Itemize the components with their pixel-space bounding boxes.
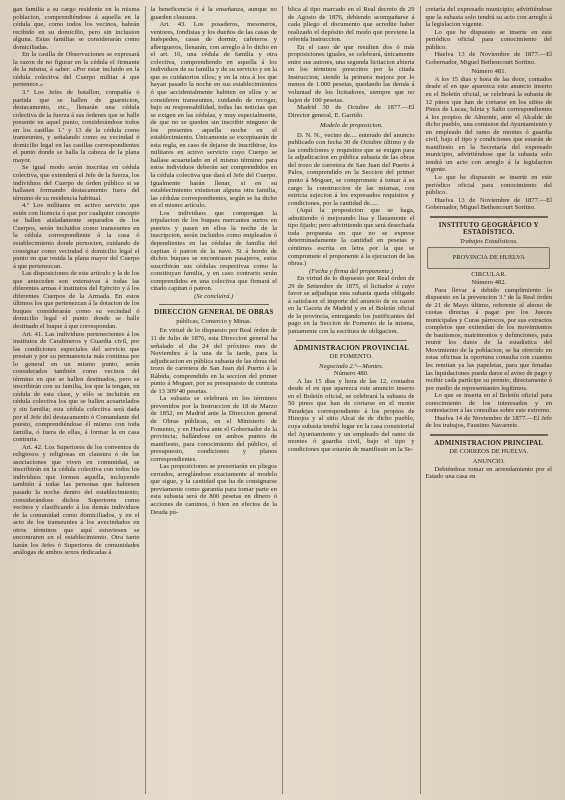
paragraph: Debiéndose tomar en arrendamiento por el Estado una casa en	[425, 465, 552, 481]
divider	[159, 304, 270, 305]
divider	[430, 434, 549, 436]
paragraph: blica al tipo marcado en el Real decreto de 29 de Agosto de 1876, debiendo acompañarse á cada pliego el documento que acredite haber realizado el depósito del modo que previene la referida Instruccion.	[288, 6, 415, 44]
columns	[8, 6, 557, 794]
paragraph: Huelva 14 de Noviembre de 1877.—El Jefe de los trabajos, Faustino Navarrete.	[425, 414, 552, 430]
column-1	[8, 6, 146, 794]
paragraph: La subasta se celebrará en los términos prevenidos por la Instruccion de 18 de Marzo de 1852, en Madrid ante la Direccion general de Obras públicas, en el Ministerio de Fomento, y en Huelva ante el Gobernador de la provincia; hallándose en ambos puntos de manifiesto, para conocimiento del público, el presupuesto, condiciones y planos correspondientes.	[150, 395, 277, 463]
notice-number: Número 481.	[471, 68, 507, 76]
section-heading: ADMINISTRACION PROVINCIAL	[293, 343, 410, 352]
signature-note: (Fecha y firma del proponente.)	[309, 267, 394, 275]
column-3	[283, 6, 421, 794]
paragraph: D. N. N., vecino de.... enterado del anuncio publicado con fecha 30 de Octubre último y de las condiciones y requisitos que se exigen para la adjudicacion en pública subasta de las obras del trozo de carretera de San Juan del Puerto á Palos, comprendido en la Seccion del primer punto á Moguer, se compromete á tomar á su cargo la construccion de las mismas, con estricta sujecion á los expresados requisitos y condiciones, por la cantidad de.....	[288, 131, 415, 207]
paragraph: gan familia a su cargo residente en la misma poblacion, comprendiéndose á aquella en la cédula que, como todos los vecinos, habrán recibido en su domicilio, pero sin inclusion alguna. Estas familias se considerarán como domiciliadas.	[13, 6, 140, 51]
paragraph: la beneficencia ó á la enseñanza, aunque no guarden clausura.	[150, 6, 277, 21]
paragraph: Huelva 13 de Noviembre de 1877.—El Gobernador, Miguel Bethencourt Sortino.	[425, 196, 552, 212]
paragraph: En la casilla de Observaciones se expresará la razon de no figurar en la cédula el firmante de la misma, á saber: «Por estar incluido en la cédula colectiva del Cuerpo militar á que pertenece.»	[13, 51, 140, 89]
section-subheading: DE CORREOS DE HUELVA.	[449, 448, 529, 456]
paragraph: Se igual modo serán inscritas en cédula colectiva, que extenderá el Jefe de la fuerza, los individuos del Cuerpo de órden público si se hallasen formando destacamento fuera del término de su residencia habitual.	[13, 164, 140, 202]
paragraph: 3.º Los Jefes de batallon, compañía ó partida que se hallen de guarnicion, destacamento, etc., llenarán una cédula colectiva de la fuerza á sus órdenes que se halle presente en aquel punto, considerándose todos en los casillas 1.ª y 13 de la cédula como transeuntes, y señalando como su vecindad ó domicilio legal en las casillas correspondientes el punto donde se halla la cabeza de la plana mayor.	[13, 89, 140, 164]
negociado-label: Negociado 2.º—Montes.	[319, 362, 384, 370]
divider	[296, 340, 407, 341]
paragraph: A los 15 dias y hora de las doce, contados desde el en que aparezca este anuncio inserto en el Boletín oficial, se celebrará la subasta de 12 pinos que han de cortarse en los sitios de Pinos de Lucas, Isleta y Salto correspondientes á los propios de Almonte, ante el Alcalde de dicho pueblo, una comision del Ayuntamiento y un empleado del ramo de montes ó guardia civil, bajo el tipo y condiciones que estarán de manifiesto en la Secretaría del expresado municipio, advirtiéndose que la subasta solo tendrá un acto con arreglo á la legislacion vigente.	[425, 75, 552, 174]
paragraph: A las 15 dias y hora de las 12, contados desde el en que aparezca este anuncio inserto en el Boletín oficial, se celebrará la subasta de 50 pinos que han de cortarse en el monte Paradejas correspondiente á los propios de Hinojos y al sitio Alcai de de dicho pueblo, cuya subasta tendrá lugar en la casa consistorial del Ayuntamiento y un empleado del ramo de montes ó guardia civil, bajo el tipo y condiciones que estarán de manifiesto en la Se-	[288, 377, 415, 453]
province-stamp: PROVINCIA DE HUELVA	[427, 247, 550, 269]
paragraph: Art. 43. Los posaderos, mesoneros, ventores, fondistas y los dueños de las casas de huéspedes, casas de dormir, cafeteros y albergueros, llenarán, con arreglo á lo dicho en el art. 16, una cédula de familia y otra colectiva, comprendiendo en aquella á los individuos de su familia y de su servicio y en la que es cuidatorios ellos; y en la otra á los que hayan pasado la noche en sus establecimientos ó que accidentalmente habiten en ellos y se consideren transeuntes, cuidando de recoger, bajo su responsabilidad, todas las noticias que se exigen en las cédulas, y muy especialmente, de que no se queden sin inscribir ninguno de los presentes aquella noche en el establecimiento. Únicamente se exceptuarán de esta regla, en caso de dejarse de inscribirse, los militares en activo servicio cuyo Cuerpo se hallase acuartelado en el mismo término: para estos individuos deberán ser comprendidos en la cédula colectiva que dará el Jefe del Cuerpo. Igualmente harán llenar, si en su establecimiento existieran alguna otra familia, las cédulas correspondientes, según se ha dicho en el mismo artículo.	[150, 21, 277, 210]
paragraph: 4.º Los militares en activo servicio que estén con licencia ó que por cualquier concepto se hallen aisladamente separados de los Cuerpos, serán incluidos como transeuntes en la cédula correspondiente á la casa ó establecimiento donde pernocten, cuidando de consignar como vecindad ó domicilio legal el punto en que resida la plana mayor del Cuerpo á que pertenezcan.	[13, 202, 140, 270]
notice-number: Número 480.	[333, 370, 369, 378]
announcement-label: ANUNCIO.	[472, 457, 505, 465]
section-heading: DIRECCION GENERAL DE OBRAS	[154, 308, 274, 317]
paragraph: Para llevar á debido cumplimiento lo dispuesto en la prevencion 3.ª de la Real órden de 21 de Mayo último, referente al abono de cuotas directas á pagar por los Jueces municipales y Curas párrocos, por sus extractos completos que extiendan de los movimientos de bautismos, matrimonios y defunciones, para reunir los datos de la estadística del Movimiento de la poblacion, se ha ofrecido en estas oficinas la oportuna consulta con cuantos les remitan ya las papeletas, para que fenadas las liquidaciones pueda darse el aviso de pago y recibir cada partícipe su premio, directamente ó por medio de representantes legítimos.	[425, 286, 552, 392]
model-heading: Modelo de proposicion.	[319, 122, 383, 130]
column-4	[421, 6, 558, 794]
paragraph: Madrid 30 de Octubre de 1877.—El Director general, E. Garrido.	[288, 104, 415, 119]
paragraph: Los individuos que compongan la tripulacion de los buques mercantes surtos en puertos y pasen en ellos la noche de la inscripcion, serán incluidos como empleados ó dependientes en las cédulas de familia del capitan ó patron de la nave. Si á bordo de dichos buques se encontrasen pasajeros, estos suscribirán sus cédulas respectivas como la constituyan familia, y en caso contrario serán comprendidos en una colectiva que firmará el citado capitan ó patron.	[150, 209, 277, 293]
paragraph: En virtud de lo dispuesto por Real órden de 29 de Setiembre de 1875, el licitador á cuyo favor se adjudique esta subasta queda obligado á satisfacer el importe del anuncio de su razon en la Gaceta de Madrid y en el Boletín oficial de la provincia, entregando los justificantes del pago en la Seccion de Fomento de la misma, juntamente con la escritura de obligacion.	[288, 275, 415, 335]
paragraph: Art. 41. Las individuos pertenecientes á los institutos de Carabineros y Guardia civil, por las condiciones especiales del servicio que prestan y por su permanencia más continua por lo general en un mismo punto, serán considerados también como vecinos del término en que se hallen destinados, pero se inscribirán con su familia, los que la tengan, en cédula de esta clase, y sólo se incluirán en cédula colectiva los que se hallen acuartelados y sin familia; esta cédula colectiva será dada por el Jefe del destacamento ó Comandante del puesto, comprendiéndose él mismo con toda familia, ó fuera de ellas, á formar la en casa contraria.	[13, 330, 140, 444]
paragraph: En el caso de que resulten dos ó más proposiciones iguales, se celebrará, únicamente entre sus autores, una segunda licitacion abierta en los términos prescritos por la citada Instruccion; siendo la primera mejora por lo menos de 1.000 pesetas, quedando las demás á voluntad de los licitadores, siempre que no bajen de 100 pesetas.	[288, 43, 415, 104]
paragraph: Las disposiciones de este artículo y la de los que anteceden son extensivas á todas las diferentes armas é institutos del Ejército y á los diferentes Cuerpos de la Armada. En estos últimos los que pertenezcan á la dotacion de los buques considerarán como su vecindad ó domicilio legal el punto donde se halle destinado el buque á que correspondan.	[13, 270, 140, 330]
paragraph: Las proposiciones se presentarán en pliegos cerrados, arreglándose exactamente al modelo que sigue, y la cantidad que ha de consignarse previamente como garantía para tomar parte en esta subasta será de 800 pesetas en dinero ó acciones de caminos, ó bien en efectos de la Deuda pú-	[150, 463, 277, 516]
section-subheading: Trabajos Estadísticos.	[459, 237, 518, 245]
paragraph: Huelva 13 de Noviembre de 1877.—El Gobernador, Miguel Bethencourt Sortino.	[425, 51, 552, 66]
paragraph: Art. 42. Los Superiores de los conventos de religiosos y religiosas en clausura ó de las asociaciones que viven en comunidad, se inscribirán en la cédula colectiva con todos los individuos que formen aquella, incluyendo también á todas las personas que habiesen pasado la noche dentro del establecimiento; considerándose dichos Superiores como vecinos y clasificando á los demás individuos de la comunidad como domiciliados, y en el acto de los transeuntes á los avecindados en otros términos que aquí estuviesen se encontraren en el establecimiento. Otra tanto harán los Jefes ó Superiores de comunidades análogas de ambos sexos dedicadas á	[13, 443, 140, 557]
circular-label: CIRCULAR.	[471, 271, 507, 279]
paragraph: En virtud de lo dispuesto por Real órden de 11 de Julio de 1876, esta Direccion general ha señalado el dia 24 del próximo mes de Noviembre á la una de la tarde, para la adjudicacion en pública subasta de las obras del trozo de carretera de San Juan del Puerto á la Rábida, comprendido en la seccion del primer punto á Moguer, por su presupuesto de contrata de 13 309’40 pesetas.	[150, 327, 277, 395]
paragraph: Lo que he dispuesto se inserte en este periódico oficial para conocimiento del público.	[425, 28, 552, 51]
paragraph: Lo que he dispuesto se inserte en este periódico oficial para conocimiento del público.	[425, 174, 552, 197]
paragraph: Lo que se inserta en el Boletín oficial para conocimiento de los interesados y en contestacion á las consultas sobre este extremo.	[425, 392, 552, 415]
section-subheading: públicas, Comercio y Minas.	[176, 317, 252, 325]
paragraph: (Aquí la proposicion que se haga, admitiendo ó mejorando lisa y llanamente el tipo fijado; pero advirtiendo que será desechada toda propuesta en que no se exprese determinadamente la cantidad en pesetas y céntimos escrita en letra por la que se compromete el proponente á la ejecucion de las obras.)	[288, 207, 415, 268]
divider	[430, 216, 549, 218]
section-heading: INSTITUTO GEOGRÁFICO Y ESTADÍSTICO.	[438, 220, 539, 237]
section-heading: ADMINISTRACION PRINCIPAL	[434, 438, 544, 447]
to-be-concluded: (Se concluirá.)	[194, 292, 234, 300]
column-2	[146, 6, 284, 794]
notice-number: Número 482.	[471, 278, 507, 286]
paragraph: cretaría del expresado municipio; advirtiéndose que la subasta solo tendrá su acto con arreglo á la legislacion vigente.	[425, 6, 552, 29]
section-subheading: DE FOMENTO.	[329, 353, 373, 361]
